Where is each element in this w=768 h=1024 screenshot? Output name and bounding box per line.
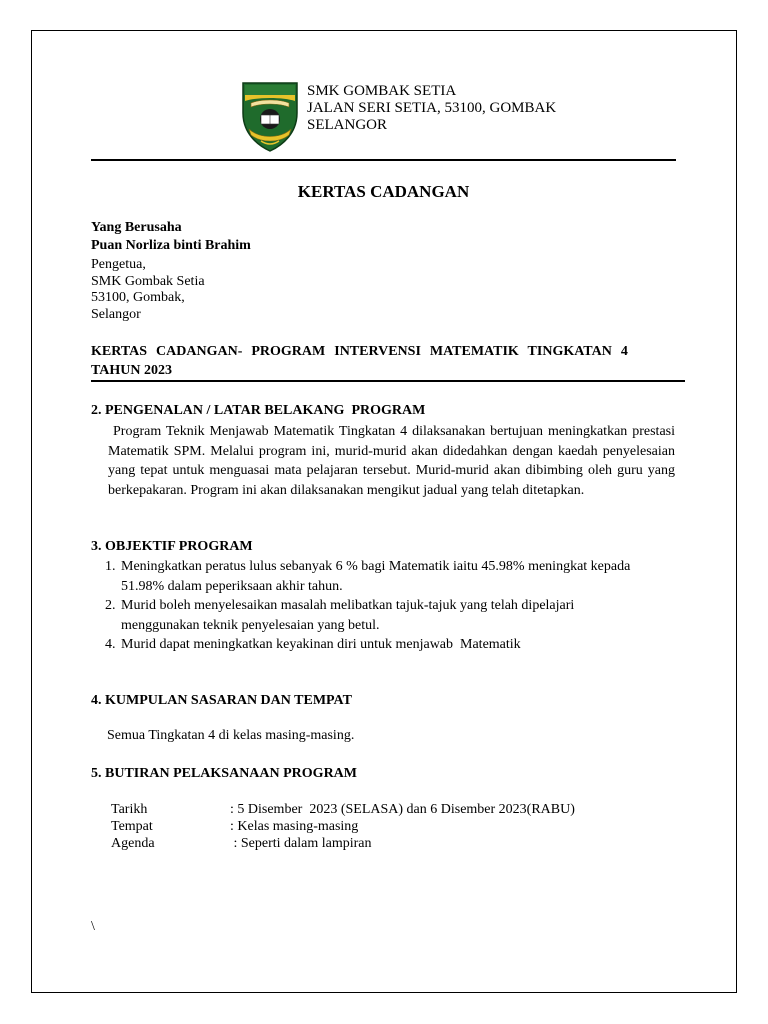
subject-line-2: TAHUN 2023 (91, 363, 173, 378)
document-title: KERTAS CADANGAN (297, 182, 470, 201)
stray-backslash: \ (91, 919, 95, 934)
objective-text: Murid boleh menyelesaikan masalah melibatkan tajuk-tajuk yang telah dipelajari menggunakan teknik penyelesaian yang betul. (121, 598, 575, 633)
list-item (91, 596, 671, 635)
list-item (91, 635, 671, 655)
detail-label-place: Tempat (111, 819, 153, 834)
subject-line-1: KERTAS CADANGAN- PROGRAM INTERVENSI MATEMATIK TINGKATAN 4 (91, 344, 628, 359)
recipient-line-4: Selangor (91, 307, 141, 322)
target-body: Semua Tingkatan 4 di kelas masing-masing. (107, 728, 355, 743)
recipient-line-2: SMK Gombak Setia (91, 274, 205, 289)
details-heading: 5. BUTIRAN PELAKSANAAN PROGRAM (91, 766, 358, 781)
target-heading: 4. KUMPULAN SASARAN DAN TEMPAT (91, 693, 352, 708)
recipient-line-3: 53100, Gombak, (91, 290, 185, 305)
school-address-line1: JALAN SERI SETIA, 53100, GOMBAK (307, 100, 557, 116)
objectives-list (91, 557, 671, 655)
intro-body: Program Teknik Menjawab Matematik Tingkatan 4 dilaksanakan bertujuan meningkatkan prestasi Matematik SPM. Melalui program ini, murid-murid akan didedahkan dengan kaedah penyelesaian yang tepat untuk menguasai mata pelajaran tersebut. Murid-murid akan dibimbing oleh guru yang berkepakaran. Program ini akan dilaksanakan mengikut jadual yang telah ditetapkan. (108, 424, 675, 498)
recipient-name: Puan Norliza binti Brahim (91, 238, 251, 253)
list-item (91, 557, 671, 596)
objective-text: Meningkatkan peratus lulus sebanyak 6 % bagi Matematik iaitu 45.98% meningkat kepada 51.98% dalam peperiksaan akhir tahun. (121, 559, 631, 594)
detail-value-agenda: : Seperti dalam lampiran (230, 836, 372, 851)
objective-number: 1. (105, 559, 116, 574)
detail-label-date: Tarikh (111, 802, 148, 817)
school-crest-logo (239, 79, 301, 153)
school-name: SMK GOMBAK SETIA (307, 83, 457, 99)
detail-label-agenda: Agenda (111, 836, 155, 851)
header-divider (91, 159, 676, 161)
objective-number: 4. (105, 637, 116, 652)
school-address-line2: SELANGOR (307, 117, 388, 133)
objectives-heading: 3. OBJEKTIF PROGRAM (91, 539, 253, 554)
detail-value-date: : 5 Disember 2023 (SELASA) dan 6 Disember 2023(RABU) (230, 802, 575, 817)
recipient-salutation: Yang Berusaha (91, 220, 182, 235)
intro-heading: 2. PENGENALAN / LATAR BELAKANG PROGRAM (91, 403, 426, 418)
recipient-line-1: Pengetua, (91, 257, 146, 272)
objective-text: Murid dapat meningkatkan keyakinan diri untuk menjawab Matematik (121, 637, 521, 652)
subject-underline (91, 380, 685, 382)
objective-number: 2. (105, 598, 116, 613)
detail-value-place: : Kelas masing-masing (230, 819, 359, 834)
